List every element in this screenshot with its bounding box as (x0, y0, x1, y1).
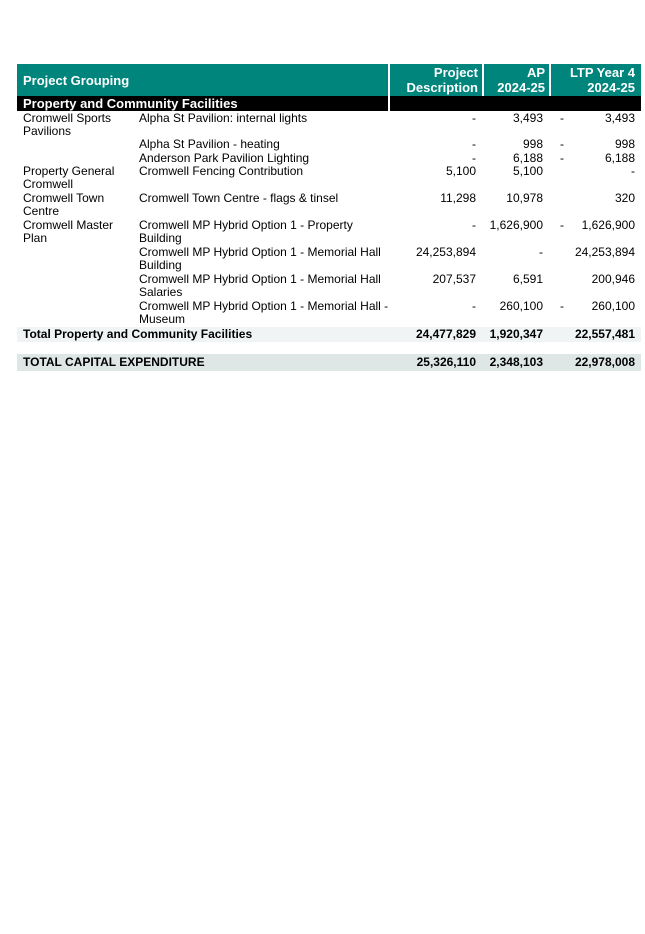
grand-total-row (17, 354, 641, 371)
total-label: Total Property and Community Facilities (23, 327, 253, 341)
row-group: Cromwell Sports Pavilions (23, 111, 112, 138)
row-desc: - (472, 137, 476, 151)
total-desc: 24,477,829 (415, 327, 476, 341)
total-ap: 1,920,347 (489, 327, 543, 341)
row-dash: - (560, 218, 564, 232)
row-desc: 207,537 (432, 272, 476, 286)
row-ap: 6,591 (512, 272, 543, 286)
row-item: Cromwell MP Hybrid Option 1 - Memorial Hall - Museum (139, 299, 389, 326)
row-desc: - (472, 111, 476, 125)
row-dash: - (560, 299, 564, 313)
header-project-description (390, 64, 482, 96)
row-ltp: 6,188 (604, 151, 635, 165)
grand-total-ltp: 22,978,008 (574, 355, 635, 369)
row-ltp: - (631, 164, 635, 178)
table-row (17, 111, 641, 138)
grand-total-ap: 2,348,103 (489, 355, 543, 369)
row-desc: 5,100 (445, 164, 476, 178)
row-ltp: 1,626,900 (581, 218, 635, 232)
header-project-grouping: Project Grouping (17, 64, 388, 96)
grand-total-desc: 25,326,110 (416, 355, 476, 369)
table-row (17, 138, 641, 152)
header-ltp-line2: 2024-25 (587, 80, 635, 95)
row-ltp: 260,100 (591, 299, 635, 313)
header-ap-line1: AP (526, 65, 545, 80)
row-item: Cromwell Town Centre - flags & tinsel (139, 191, 339, 205)
row-dash: - (560, 111, 564, 125)
row-ap: 1,626,900 (489, 218, 543, 232)
row-ap: 260,100 (499, 299, 543, 313)
header-ltp-line1: LTP Year 4 (569, 65, 635, 80)
section-title: Property and Community Facilities (23, 96, 238, 111)
row-group: Property General Cromwell (23, 164, 115, 191)
header-ltp (551, 64, 641, 96)
header-desc-line2: Description (406, 80, 478, 95)
section-heading (17, 96, 641, 111)
header-ap (484, 64, 549, 96)
row-ltp: 24,253,894 (574, 245, 635, 259)
table-row (17, 165, 641, 192)
row-dash: - (560, 137, 564, 151)
table-header (17, 64, 641, 96)
row-ap: 10,978 (506, 191, 543, 205)
section-total-row (17, 327, 641, 342)
row-ap: 998 (522, 137, 543, 151)
row-ap: - (539, 245, 543, 259)
row-ltp: 3,493 (604, 111, 635, 125)
row-item: Anderson Park Pavilion Lighting (139, 151, 310, 165)
row-ap: 3,493 (512, 111, 543, 125)
row-item: Cromwell MP Hybrid Option 1 - Memorial Hall Salaries (139, 272, 381, 299)
row-ltp: 998 (614, 137, 635, 151)
table-row (17, 219, 641, 246)
row-desc: - (472, 151, 476, 165)
total-ltp: 22,557,481 (574, 327, 635, 341)
row-desc: 11,298 (440, 191, 476, 205)
header-ap-line2: 2024-25 (497, 80, 545, 95)
table-row (17, 273, 641, 300)
row-ap: 6,188 (512, 151, 543, 165)
table-row (17, 246, 641, 273)
header-desc-line1: Project (433, 65, 478, 80)
row-item: Alpha St Pavilion: internal lights (139, 111, 308, 125)
row-desc: - (472, 218, 476, 232)
row-item: Cromwell MP Hybrid Option 1 - Memorial Hall Building (139, 245, 381, 272)
grand-total-label: TOTAL CAPITAL EXPENDITURE (23, 355, 205, 369)
row-ap: 5,100 (512, 164, 543, 178)
row-item: Cromwell MP Hybrid Option 1 - Property Building (139, 218, 353, 245)
row-desc: 24,253,894 (415, 245, 476, 259)
row-ltp: 320 (614, 191, 635, 205)
row-group: Cromwell Town Centre (23, 191, 105, 218)
capital-expenditure-table (17, 64, 641, 371)
row-dash: - (560, 151, 564, 165)
row-item: Cromwell Fencing Contribution (139, 164, 304, 178)
table-row (17, 300, 641, 327)
table-row (17, 192, 641, 219)
row-item: Alpha St Pavilion - heating (139, 137, 280, 151)
row-desc: - (472, 299, 476, 313)
row-group: Cromwell Master Plan (23, 218, 114, 245)
row-ltp: 200,946 (591, 272, 635, 286)
